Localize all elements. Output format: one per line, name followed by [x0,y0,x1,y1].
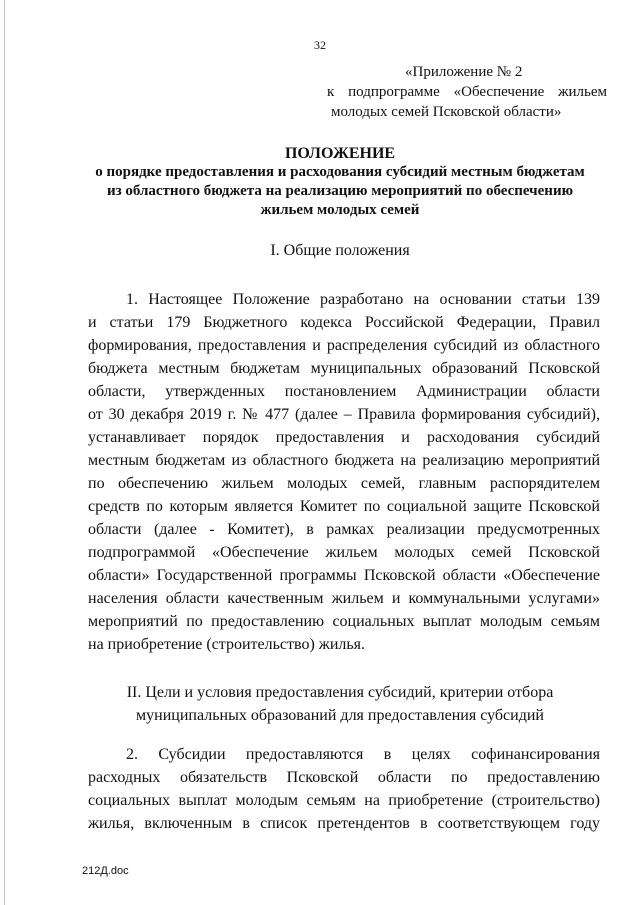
section-2-heading [80,681,600,727]
paragraph-2-line: социальных выплат молодым семьям на приобретение (строительство) [88,792,600,809]
appendix-line-3: молодых семей Псковской области» [331,104,562,120]
paragraph-1-line: формирования, предоставления и распределения субсидий из областного [88,337,600,354]
paragraph-1-line: мероприятий по предоставлению социальных выплат молодым семьям [88,613,600,630]
paragraph-2-line: расходных обязательств Псковской области по предоставлению [88,769,600,786]
paragraph-2 [88,743,600,835]
paragraph-1-line: области, утвержденных постановлением Администрации области [88,383,600,400]
paragraph-1-line: по обеспечению жильем молодых семей, главным распорядителем [88,475,600,492]
paragraph-2-line: жилья, включенным в список претендентов в соответствующем году [88,815,600,832]
paragraph-1-line: подпрограммой «Обеспечение жильем молодых семей Псковской [88,544,600,561]
paragraph-1-line: бюджета местным бюджетам муниципальных образований Псковской [88,360,600,377]
paragraph-1-line: от 30 декабря 2019 г. № 477 (далее – Правила формирования субсидий), [88,406,600,423]
paragraph-1-line: и статьи 179 Бюджетного кодекса Российской Федерации, Правил [88,314,600,331]
page-number: 32 [314,38,326,52]
paragraph-1-line: местным бюджетам из областного бюджета на реализацию мероприятий [88,452,600,469]
paragraph-1-line: на приобретение (строительство) жилья. [88,636,366,653]
title-line-3: жильем молодых семей [260,202,420,218]
appendix-header [327,62,607,122]
title-main: ПОЛОЖЕНИЕ [284,145,396,162]
section-2-heading-line-2: муниципальных образований для предоставления субсидий [136,707,544,724]
paragraph-1-line: области (далее - Комитет), в рамках реализации предусмотренных [88,521,600,538]
document-title [80,144,600,220]
section-1-heading: I. Общие положения [270,242,410,259]
paragraph-1-line: области» Государственной программы Псковской области «Обеспечение [88,567,600,584]
section-2-heading-line-1: II. Цели и условия предоставления субсидий, критерии отбора [126,684,554,701]
paragraph-1-line: средств по которым является Комитет по социальной защите Псковской [88,498,600,515]
title-line-2: из областного бюджета на реализацию мероприятий по обеспечению [106,183,574,199]
title-line-1: о порядке предоставления и расходования субсидий местным бюджетам [95,164,585,180]
appendix-line-1: «Приложение № 2 [405,64,523,80]
paragraph-2-line: 2. Субсидии предоставляются в целях софинансирования [126,746,600,763]
paragraph-1-line: устанавливает порядок предоставления и расходования субсидий [88,429,600,446]
paragraph-1 [88,288,600,656]
footer-filename: 212Д.doc [82,865,129,877]
paragraph-1-line: 1. Настоящее Положение разработано на основании статьи 139 [126,291,600,308]
appendix-line-2: к подпрограмме «Обеспечение жильем [327,84,607,100]
scan-edge-line [4,0,5,905]
paragraph-1-line: населения области качественным жильем и коммунальными услугами» [88,590,600,607]
